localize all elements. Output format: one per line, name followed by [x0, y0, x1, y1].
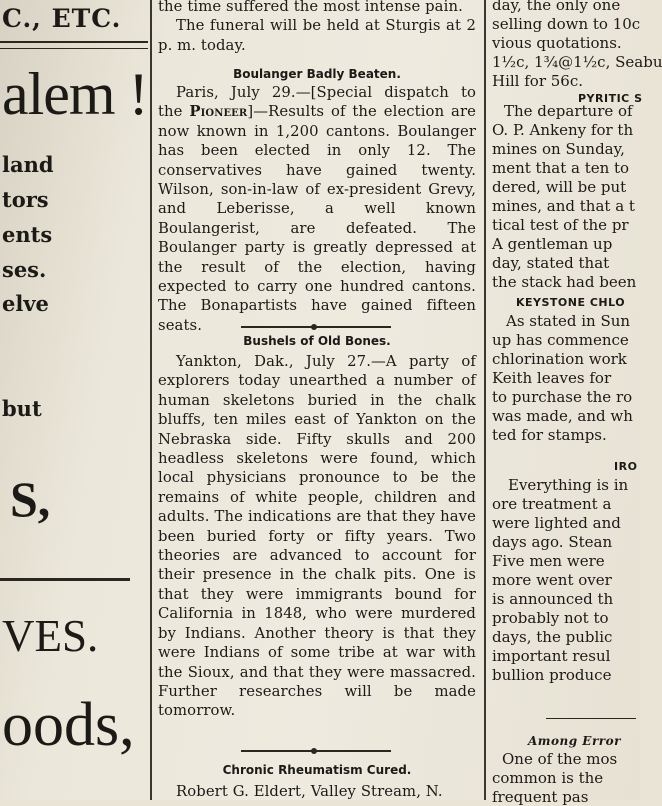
section-heading: PYRITIC S	[578, 92, 643, 105]
text-line: selling down to 10c	[492, 15, 641, 33]
left-text-line: ses.	[2, 257, 47, 282]
text-line: One of the mos	[502, 750, 618, 768]
headline-rheumatism: Chronic Rheumatism Cured.	[222, 763, 412, 777]
text-line: dered, will be put	[492, 178, 627, 196]
text-line: the time suffered the most intense pain.	[158, 0, 463, 15]
newspaper-name: Pioneer	[189, 103, 248, 121]
text-line: Five men were	[492, 552, 605, 570]
divider	[0, 41, 148, 43]
text-line: probably not to	[492, 609, 609, 627]
headline-bones: Bushels of Old Bones.	[243, 334, 391, 348]
text-line: The departure of	[504, 102, 633, 120]
article-boulanger	[158, 83, 476, 335]
text-line: vious quotations.	[492, 34, 622, 52]
left-text-line: ents	[2, 222, 53, 247]
text-line: mines, and that a t	[492, 197, 635, 215]
text-line: days, the public	[492, 628, 613, 646]
left-text-line: elve	[2, 291, 49, 316]
section-heading: KEYSTONE CHLO	[516, 296, 626, 309]
article-rheumatism	[158, 782, 476, 801]
article-text	[158, 0, 476, 55]
left-big-heading: alem !	[2, 61, 148, 127]
left-text-line: but	[2, 396, 42, 421]
text-line: were lighted and	[492, 514, 621, 532]
left-large-text: VES.	[2, 611, 99, 661]
text-line: up has commence	[492, 331, 629, 349]
text-line: days ago. Stean	[492, 533, 613, 551]
text-line: A gentleman up	[492, 235, 613, 253]
text-line: was made, and wh	[492, 407, 633, 425]
left-text-line: land	[2, 152, 54, 177]
left-text-line: tors	[2, 187, 49, 212]
left-large-text: oods,	[2, 691, 135, 759]
divider	[0, 48, 148, 49]
left-heading-etc: C., ETC.	[2, 4, 122, 33]
text-line: mines on Sunday,	[492, 140, 625, 158]
text-line: day, the only one	[492, 0, 621, 14]
text-line: chlorination work	[492, 350, 627, 368]
paragraph: Yankton, Dak., July 27.—A party of explorers today unearthed a number of human skeletons buried in the chalk bluffs, ten miles east of Yankton on the Nebraska side. Fifty skulls and 200 headless skeletons were found, which local physicians pronounce to be the remains of white people, children and adults. The indications are that they have been buried forty or fifty years. Two theories are advanced to account for their presence in the chalk pits. One is that they were immigrants bound for California in 1848, who were murdered by Indians. Another theory is that they were Indians of some tribe at war with the Sioux, and that they were massacred. Further researches will be made tomorrow.	[158, 353, 476, 720]
paragraph: Robert G. Eldert, Valley Stream, N.	[176, 783, 443, 800]
section-heading: Among Error	[528, 734, 621, 748]
article-bones	[158, 352, 476, 721]
headline-boulanger: Boulanger Badly Beaten.	[233, 67, 401, 81]
text-line: frequent pas	[492, 788, 589, 806]
text-line: O. P. Ankeny for th	[492, 121, 634, 139]
left-large-text: S,	[10, 471, 51, 527]
left-column	[0, 0, 150, 800]
text-line: 1½c, 1¾@1½c, Seabu	[492, 53, 662, 71]
middle-column	[146, 0, 484, 800]
text-line: important resul	[492, 647, 611, 665]
text-line: As stated in Sun	[506, 312, 631, 330]
text-line: Hill for 56c.	[492, 72, 584, 90]
paragraph: ]—Results of the election are now known in 1,200 cantons. Boulanger has been elected in only 12. The conservatives have gained twenty. Wilson, son-in-law of ex-president Grevy, and Leberisse, a well known Boulangerist, are defeated. The Boulanger party is greatly depressed at the result of the election, having expected to carry one hundred cantons. The Bonapartists have gained fifteen seats.	[158, 103, 476, 334]
text-line: tical test of the pr	[492, 216, 629, 234]
text-line: Keith leaves for	[492, 369, 612, 387]
text-line: ment that a ten to	[492, 159, 630, 177]
divider	[0, 578, 130, 581]
text-line: ore treatment a	[492, 495, 612, 513]
paragraph: The funeral will be held at Sturgis at 2 p. m. today.	[158, 17, 476, 54]
text-line: Everything is in	[508, 476, 629, 494]
text-line: the stack had been	[492, 273, 637, 291]
dateline: Paris, July 29.—[Special dispatch to the	[158, 84, 476, 121]
text-line: to purchase the ro	[492, 388, 633, 406]
text-line: is announced th	[492, 590, 614, 608]
ornament-divider	[241, 750, 391, 752]
text-line: more went over	[492, 571, 612, 589]
text-line: ted for stamps.	[492, 426, 607, 444]
divider	[546, 718, 636, 719]
text-line: common is the	[492, 769, 604, 787]
section-heading: IRO	[614, 460, 638, 473]
text-line: bullion produce	[492, 666, 612, 684]
right-column	[486, 0, 662, 806]
ornament-divider	[241, 326, 391, 328]
text-line: day, stated that	[492, 254, 610, 272]
